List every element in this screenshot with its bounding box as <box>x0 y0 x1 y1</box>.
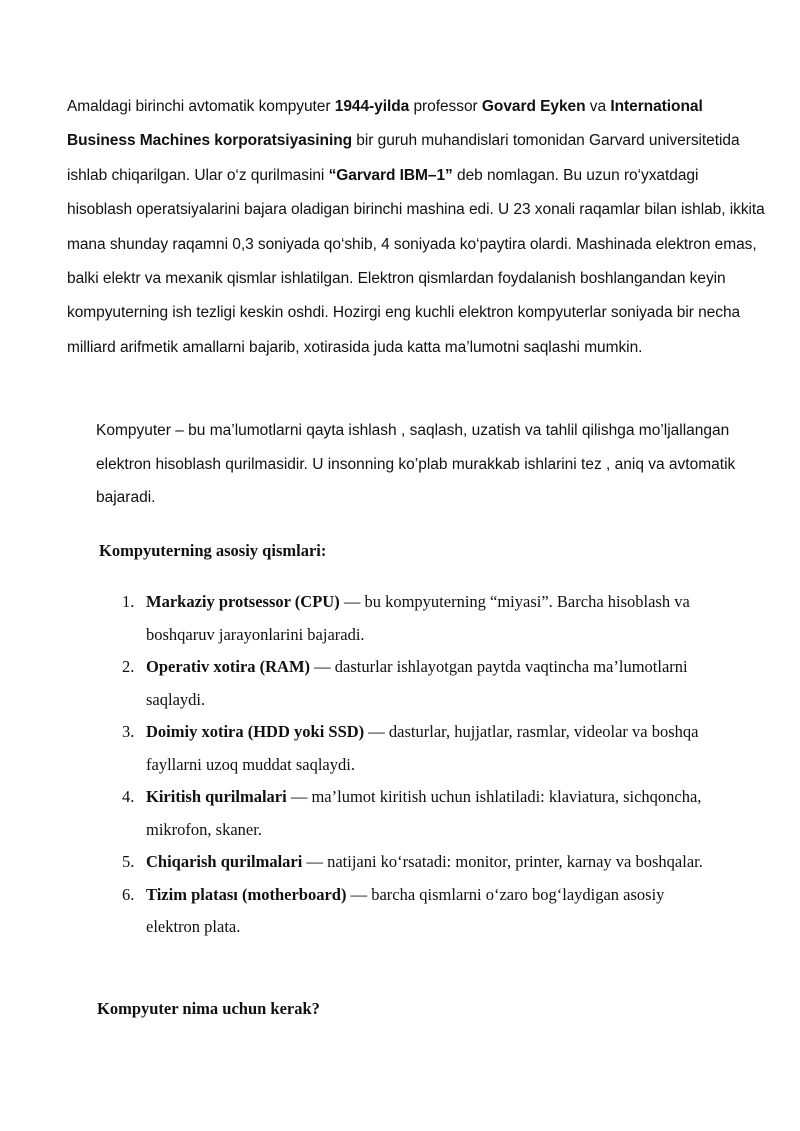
list-item <box>0 846 706 879</box>
intro-professor-name: Govard Eyken <box>481 98 586 115</box>
intro-text-5: deb nomlagan. Bu uzun ro‘yxatdagi hisoblash operatsiyalarini bajara oladigan birinchi mashina edi. U 23 xonali raqamlar bilan ishlab, ikkita mana shunday raqamni 0,3 soniyada qo‘shib, 4 soniyada ko‘paytira olardi. Mashinada elektron emas, balki elektr va mexanik qismlar ishlatilgan. Elektron qismlardan foydalanish boshlangandan keyin kompyuterning ish tezligi keskin oshdi. Hozirgi eng kuchli elektron kompyuterlar soniyada bir necha milliard arifmetik amallarni bajarib, xotirasida juda katta ma’lumotni saqlashi mumkin. <box>67 166 765 356</box>
definition-paragraph: Kompyuter – bu ma’lumotlarni qayta ishlash , saqlash, uzatish va tahlil qilishga mo’ljallangan elektron hisoblash qurilmasidir. U insonning ko’plab murakkab ishlarini tez , aniq va avtomatik bajaradi. <box>96 422 736 507</box>
section-heading-parts: Kompyuterning asosiy qismlari: <box>99 541 327 560</box>
list-term: Chiqarish qurilmalari <box>146 852 303 871</box>
intro-text-2: professor <box>409 98 482 115</box>
list-description: — natijani ko‘rsatadi: monitor, printer, karnay va boshqalar. <box>302 852 703 871</box>
list-number: 1. <box>122 592 135 611</box>
list-item <box>0 586 706 651</box>
list-description: — bu kompyuterning “miyasi”. Barcha hisoblash va boshqaruv jarayonlarini bajaradi. <box>146 592 690 644</box>
list-number: 3. <box>122 722 135 741</box>
parts-list <box>0 586 800 944</box>
list-description: — ma’lumot kiritish uchun ishlatiladi: klaviatura, sichqoncha, mikrofon, skaner. <box>146 787 702 839</box>
list-term: Markaziy protsessor (CPU) <box>146 592 340 611</box>
list-term: Kiritish qurilmalari <box>146 787 287 806</box>
intro-text-3: va <box>585 98 611 115</box>
list-number: 4. <box>122 787 135 806</box>
intro-machine-name: “Garvard IBM–1” <box>328 166 453 184</box>
list-description: — barcha qismlarni o‘zaro bog‘laydigan asosiy elektron plata. <box>146 884 665 936</box>
section-heading-why: Kompyuter nima uchun kerak? <box>97 999 320 1018</box>
list-description: — dasturlar ishlayotgan paytda vaqtincha ma’lumotlarni saqlaydi. <box>146 657 688 709</box>
list-term: Tizim platası (motherboard) <box>146 884 347 904</box>
list-description: — dasturlar, hujjatlar, rasmlar, videolar va boshqa fayllarni uzoq muddat saqlaydi. <box>146 722 699 774</box>
list-number: 2. <box>122 657 135 676</box>
list-item <box>0 879 706 944</box>
list-item <box>0 716 706 781</box>
list-term: Operativ xotira (RAM) <box>146 657 311 676</box>
list-item <box>0 781 706 846</box>
intro-year: 1944-yilda <box>334 98 410 115</box>
list-term: Doimiy xotira (HDD yoki SSD) <box>146 722 365 741</box>
list-item <box>0 651 706 716</box>
intro-paragraph <box>67 90 767 365</box>
intro-company-name: International Business Machines korporatsiyasining <box>67 98 703 150</box>
intro-text-1: Amaldagi birinchi avtomatik kompyuter <box>67 98 335 115</box>
intro-text-4: bir guruh muhandislari tomonidan Garvard universitetida ishlab chiqarilgan. Ular o‘z qurilmasini <box>67 132 740 184</box>
list-number: 6. <box>122 884 135 904</box>
list-number: 5. <box>122 852 135 871</box>
